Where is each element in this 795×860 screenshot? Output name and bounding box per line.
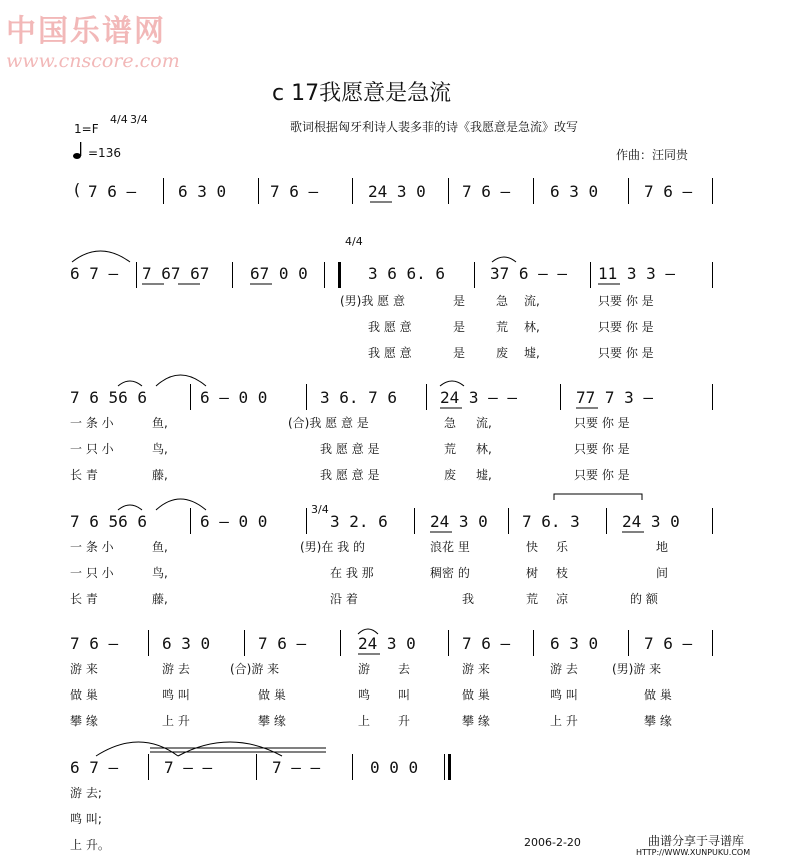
subtitle: 歌词根据匈牙利诗人裴多菲的诗《我愿意是急流》改写: [290, 120, 579, 134]
lyric: 废: [444, 468, 457, 482]
lyric: 我 愿 意 是: [320, 468, 380, 482]
lyric: 只要 你 是: [574, 442, 630, 456]
lyric: 游 去;: [70, 786, 102, 800]
slur: [72, 251, 130, 262]
lyric: 我 愿 意: [368, 346, 412, 360]
slur: [492, 257, 516, 262]
lyric: 流,: [524, 294, 540, 308]
melody-measure: 77 7 3 –: [576, 388, 654, 407]
lyric: (男)游 来: [612, 662, 662, 676]
slur: [178, 742, 282, 756]
melody-measure: 24 3 0: [368, 182, 426, 201]
lyric: 藤,: [152, 468, 168, 482]
lyric: 一 条 小: [70, 540, 114, 554]
melody-measure: 11 3 3 –: [598, 264, 676, 283]
slur: [96, 742, 178, 756]
melody-measure: 3 6. 7 6: [320, 388, 398, 407]
lyric: 荒: [496, 320, 509, 334]
slur: [118, 505, 142, 510]
lyric: 鸣 叫: [162, 688, 190, 702]
lyric: 我 愿 意: [368, 320, 412, 334]
melody-measure: 6 7 –: [70, 264, 119, 283]
lyric: 林,: [524, 320, 540, 334]
time-sig-text: 3/4: [130, 113, 148, 126]
melody-measure: 3 2. 6: [330, 512, 388, 531]
lyric: 地: [656, 540, 669, 554]
lyric: 墟,: [476, 468, 492, 482]
lyric: 急: [444, 416, 457, 430]
melody-measure: 7 6 –: [258, 634, 307, 653]
melody-measure: 0 0 0: [370, 758, 419, 777]
melody-measure: 24 3 0: [358, 634, 416, 653]
lyric: 只要 你 是: [598, 346, 654, 360]
melody-measure: 7 6 –: [644, 182, 693, 201]
melody-measure: 7 – –: [272, 758, 321, 777]
lyric: (男)在 我 的: [300, 540, 365, 554]
melody-measure: 6 3 0: [550, 182, 599, 201]
lyric: 藤,: [152, 592, 168, 606]
lyric: 鱼,: [152, 540, 168, 554]
lyric: 我: [462, 592, 475, 606]
lyric: 沿 着: [330, 592, 358, 606]
lyric: 只要 你 是: [598, 294, 654, 308]
melody-measure: 7 6 56 6: [70, 388, 148, 407]
lyric: 是: [453, 320, 466, 334]
lyric: 是: [453, 294, 466, 308]
time-sig-text: 4/4: [110, 113, 128, 126]
lyric: 一 只 小: [70, 566, 114, 580]
melody-measure: 6 – 0 0: [200, 512, 268, 531]
lyric: 攀 缘: [258, 714, 286, 728]
slur: [440, 381, 464, 386]
lyric: 鸟,: [152, 442, 168, 456]
lyric: 游 来: [70, 662, 98, 676]
lyric: 流,: [476, 416, 492, 430]
lyric: 做 巢: [70, 688, 98, 702]
slur: [156, 499, 206, 510]
lyric: 快: [526, 540, 539, 554]
melody-measure: 6 – 0 0: [200, 388, 268, 407]
melody-measure: 6 7 –: [70, 758, 119, 777]
lyric: 游: [358, 662, 371, 676]
lyric: 荒: [444, 442, 457, 456]
melody-measure: 7 6 –: [70, 634, 119, 653]
lyric: 长 青: [70, 468, 98, 482]
lyric: 是: [453, 346, 466, 360]
lyric: 鸟,: [152, 566, 168, 580]
lyric: 升: [398, 714, 411, 728]
lyric: 废: [496, 346, 509, 360]
watermark-logo: 中国乐谱网: [6, 14, 166, 49]
lyric: 长 青: [70, 592, 98, 606]
lyric: (合)我 愿 意 是: [288, 416, 369, 430]
melody-measure: 24 3 0: [622, 512, 680, 531]
lyric: 在 我 那: [330, 566, 374, 580]
lyric: 稠密 的: [430, 566, 470, 580]
melody-measure: 6 3 0: [162, 634, 211, 653]
lyric: 只要 你 是: [598, 320, 654, 334]
lyric: 去: [398, 662, 411, 676]
date: 2006-2-20: [524, 836, 581, 849]
lyric: 一 条 小: [70, 416, 114, 430]
lyric: 鸣 叫;: [70, 812, 102, 826]
lyric: 的 额: [630, 592, 658, 606]
slur: [118, 381, 142, 386]
site-url[interactable]: HTTP://WWW.XUNPUKU.COM: [636, 848, 751, 857]
lyric: 做 巢: [462, 688, 490, 702]
melody-measure: 7 – –: [164, 758, 213, 777]
key-signature: 1=F: [74, 122, 99, 136]
slur: [156, 375, 206, 386]
lyric: 急: [496, 294, 509, 308]
melody-measure: 7 6 –: [270, 182, 319, 201]
lyric: 乐: [556, 540, 569, 554]
lyric: 一 只 小: [70, 442, 114, 456]
lyric: 叫: [398, 688, 411, 702]
lyric: 游 去: [162, 662, 190, 676]
melody-measure: 6 3 0: [550, 634, 599, 653]
time-sig-text: 4/4: [345, 235, 363, 248]
lyric: (男)我 愿 意: [340, 294, 405, 308]
melody-measure: 6 3 0: [178, 182, 227, 201]
melody-measure: 7 67 67: [142, 264, 210, 283]
lyric: (合)游 来: [230, 662, 280, 676]
melody-measure: 24 3 – –: [440, 388, 518, 407]
lyric: 攀 缘: [644, 714, 672, 728]
lyric: 攀 缘: [70, 714, 98, 728]
lyric: 枝: [556, 566, 569, 580]
melody-measure: 7 6 –: [462, 634, 511, 653]
lyric: 游 去: [550, 662, 578, 676]
lyric: 墟,: [524, 346, 540, 360]
lyric: 上 升: [550, 714, 578, 728]
lyric: 只要 你 是: [574, 468, 630, 482]
lyric: 我 愿 意 是: [320, 442, 380, 456]
lyric: 上 升: [162, 714, 190, 728]
lyric: 做 巢: [644, 688, 672, 702]
composer: 作曲：汪同贵: [616, 148, 689, 162]
lyric: 游 来: [462, 662, 490, 676]
lyric: 攀 缘: [462, 714, 490, 728]
slur-bracket: [554, 494, 642, 500]
lyric: 做 巢: [258, 688, 286, 702]
melody-open-paren: (: [72, 180, 82, 199]
lyric: 凉: [556, 592, 569, 606]
lyric: 鸣: [358, 688, 371, 702]
lyric: 荒: [526, 592, 539, 606]
lyric: 上: [358, 714, 371, 728]
melody-measure: 7 6 –: [462, 182, 511, 201]
melody-measure: 7 6 –: [88, 182, 137, 201]
melody-measure: 3 6 6. 6: [368, 264, 446, 283]
lyric: 鸣 叫: [550, 688, 578, 702]
lyric: 上 升。: [70, 838, 110, 852]
lyric: 间: [656, 566, 669, 580]
melody-measure: 37 6 – –: [490, 264, 568, 283]
tempo-marking: =136: [88, 146, 121, 160]
melody-measure: 7 6. 3: [522, 512, 580, 531]
melody-measure: 7 6 56 6: [70, 512, 148, 531]
lyric: 林,: [476, 442, 492, 456]
lyric: 鱼,: [152, 416, 168, 430]
lyric: 只要 你 是: [574, 416, 630, 430]
site-label: 曲谱分享于寻谱库: [648, 834, 745, 848]
melody-measure: 24 3 0: [430, 512, 488, 531]
melody-measure: 67 0 0: [250, 264, 308, 283]
lyric: 树: [526, 566, 539, 580]
song-title: c 17我愿意是急流: [272, 81, 452, 106]
melody-measure: 7 6 –: [644, 634, 693, 653]
slur: [358, 629, 378, 634]
time-sig-text: 3/4: [311, 503, 329, 516]
lyric: 浪花 里: [430, 540, 470, 554]
watermark-url: www.cnscore.com: [6, 50, 180, 72]
